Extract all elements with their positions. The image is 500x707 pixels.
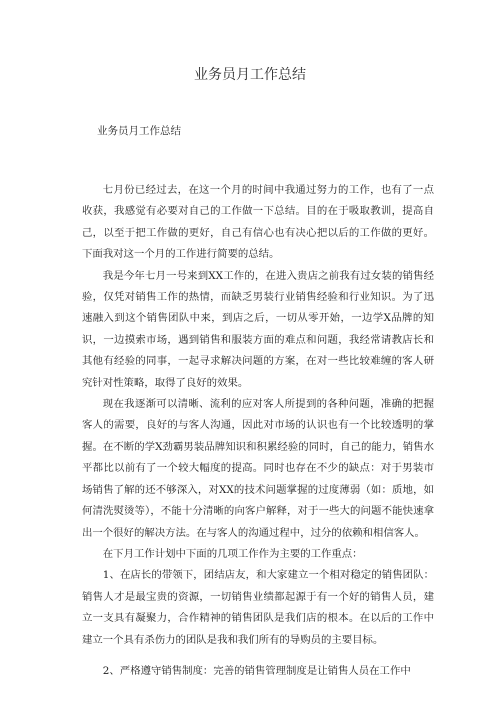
document-title: 业务员月工作总结: [194, 67, 306, 83]
paragraph-intro: 七月份已经过去，在这一个月的时间中我通过努力的工作，也有了一点收获，我感觉有必要对自己的工作做一下总结。目的在于吸取教训，提高自己，以至于把工作做的更好，自己有信心也有决心把以后的工作做的更好。下面我对这一个月的工作进行简要的总结。: [82, 184, 434, 261]
paragraph-plan-intro: 在下月工作计划中下面的几项工作作为主要的工作重点：: [102, 547, 363, 560]
paragraph-plan-item-2: 2、严格遵守销售制度：完善的销售管理制度是让销售人员在工作中: [102, 664, 411, 677]
paragraph-background: 我是今年七月一号来到XX工作的，在进入贵店之前我有过女装的销售经验，仅凭对销售工作的热情，而缺乏男装行业销售经验和行业知识。为了迅速融入到这个销售团队中来，到店之后，一切从零开始，一边学X品牌的知识，一边摸索市场，遇到销售和服装方面的难点和问题，我经常请教店长和其他有经验的同事，一起寻求解决问题的方案，在对一些比较难缠的客人研究针对性策略，取得了良好的效果。: [82, 269, 434, 389]
paragraph-gap: [82, 651, 434, 661]
document-subtitle: 业务员月工作总结: [97, 125, 181, 137]
document-body: [82, 180, 434, 682]
paragraph-plan-item-1: 1、在店长的带领下，团结店友，和大家建立一个相对稳定的销售团队：销售人才是最宝贵的资源，一切销售业绩都起源于有一个好的销售人员，建立一支具有凝聚力，合作精神的销售团队是我们店的根本。在以后的工作中建立一个具有杀伤力的团队是我和我们所有的导购员的主要目标。: [82, 569, 434, 646]
paragraph-progress: 现在我逐渐可以清晰、流利的应对客人所提到的各种问题，准确的把握客人的需要，良好的与客人沟通，因此对市场的认识也有一个比较透明的掌握。在不断的学X劲霸男装品牌知识和积累经验的同时，自己的能力，销售水平都比以前有了一个较大幅度的提高。同时也存在不少的缺点：对于男装市场销售了解的还不够深入，对XX的技术问题掌握的过度薄弱（如：质地，如何清洗熨烫等），不能十分清晰的向客户解释，对于一些大的问题不能快速拿出一个很好的解决方法。在与客人的沟通过程中，过分的依赖和相信客人。: [82, 398, 434, 539]
